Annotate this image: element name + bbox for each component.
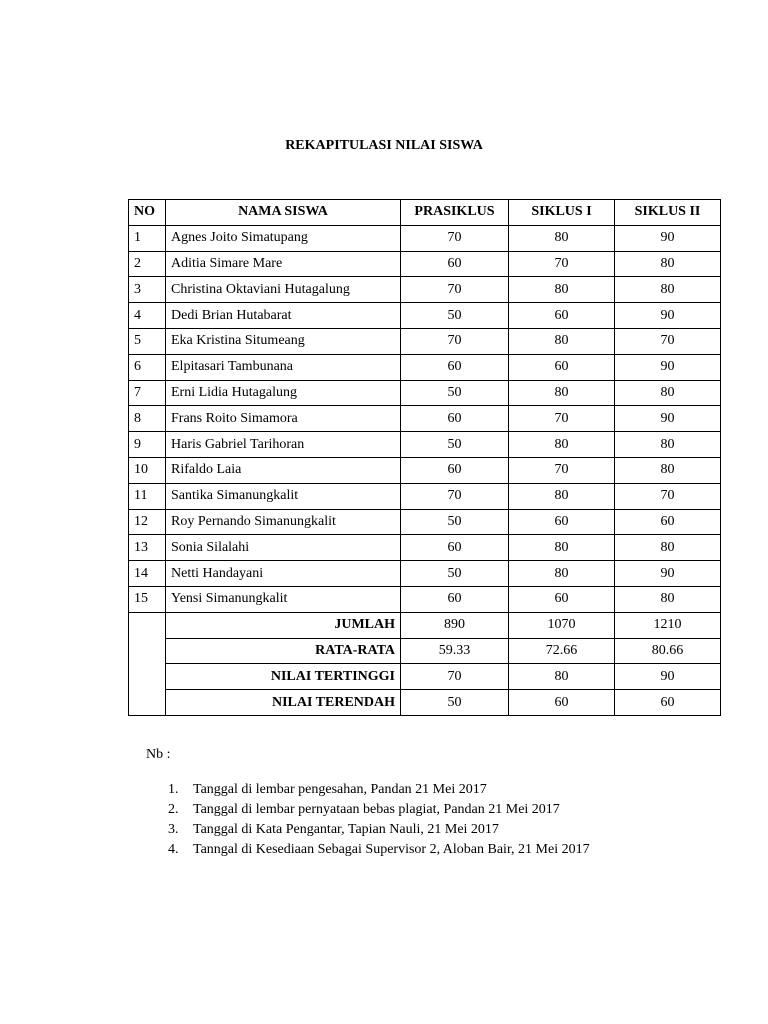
cell-siklus2: 80 [615,277,721,303]
note-text: Tanngal di Kesediaan Sebagai Supervisor 2, Aloban Bair, 21 Mei 2017 [193,842,590,857]
cell-siklus1: 80 [509,561,615,587]
cell-name: Frans Roito Simamora [166,406,401,432]
cell-siklus1: 80 [509,483,615,509]
cell-siklus2: 80 [615,380,721,406]
header-siklus1: SIKLUS I [509,200,615,226]
cell-siklus2: 80 [615,586,721,612]
cell-name: Rifaldo Laia [166,457,401,483]
cell-no: 9 [129,432,166,458]
summary-siklus2: 80.66 [615,638,721,664]
cell-prasiklus: 70 [401,277,509,303]
note-number: 1. [168,782,179,797]
cell-prasiklus: 60 [401,457,509,483]
note-item [168,820,590,840]
cell-prasiklus: 50 [401,561,509,587]
cell-siklus2: 70 [615,328,721,354]
note-text: Tanggal di lembar pengesahan, Pandan 21 Mei 2017 [193,782,487,797]
table-row [129,483,721,509]
summary-row [129,690,721,716]
cell-prasiklus: 60 [401,406,509,432]
summary-row [129,664,721,690]
table-row [129,586,721,612]
note-number: 3. [168,822,179,837]
cell-siklus1: 60 [509,354,615,380]
cell-siklus1: 80 [509,328,615,354]
cell-name: Agnes Joito Simatupang [166,225,401,251]
cell-name: Netti Handayani [166,561,401,587]
cell-prasiklus: 60 [401,354,509,380]
notes-label: Nb : [146,747,171,762]
cell-no: 12 [129,509,166,535]
cell-no: 10 [129,457,166,483]
cell-prasiklus: 50 [401,303,509,329]
cell-prasiklus: 60 [401,251,509,277]
summary-prasiklus: 50 [401,690,509,716]
header-siklus2: SIKLUS II [615,200,721,226]
cell-no: 8 [129,406,166,432]
cell-name: Elpitasari Tambunana [166,354,401,380]
summary-label: RATA-RATA [166,638,401,664]
cell-prasiklus: 70 [401,483,509,509]
cell-siklus2: 90 [615,561,721,587]
cell-siklus1: 70 [509,251,615,277]
summary-label: NILAI TERTINGGI [166,664,401,690]
cell-prasiklus: 60 [401,586,509,612]
table-row [129,380,721,406]
summary-siklus2: 1210 [615,612,721,638]
summary-siklus2: 90 [615,664,721,690]
cell-name: Haris Gabriel Tarihoran [166,432,401,458]
cell-siklus2: 80 [615,457,721,483]
cell-name: Yensi Simanungkalit [166,586,401,612]
table-row [129,225,721,251]
note-item [168,780,590,800]
header-name: NAMA SISWA [166,200,401,226]
cell-siklus2: 80 [615,251,721,277]
note-item [168,800,590,820]
cell-siklus1: 60 [509,586,615,612]
cell-siklus1: 80 [509,277,615,303]
cell-no: 6 [129,354,166,380]
summary-prasiklus: 59.33 [401,638,509,664]
cell-siklus1: 80 [509,535,615,561]
cell-siklus2: 90 [615,354,721,380]
cell-prasiklus: 50 [401,380,509,406]
cell-no: 5 [129,328,166,354]
cell-siklus2: 90 [615,225,721,251]
cell-no: 14 [129,561,166,587]
cell-siklus1: 60 [509,509,615,535]
summary-prasiklus: 890 [401,612,509,638]
summary-siklus1: 72.66 [509,638,615,664]
cell-prasiklus: 50 [401,509,509,535]
cell-siklus2: 90 [615,406,721,432]
header-no: NO [129,200,166,226]
cell-siklus1: 80 [509,380,615,406]
cell-name: Aditia Simare Mare [166,251,401,277]
cell-name: Dedi Brian Hutabarat [166,303,401,329]
summary-siklus1: 60 [509,690,615,716]
cell-siklus1: 70 [509,457,615,483]
document-title: REKAPITULASI NILAI SISWA [285,138,483,153]
cell-no: 4 [129,303,166,329]
table-row [129,406,721,432]
table-row [129,432,721,458]
cell-siklus2: 80 [615,432,721,458]
cell-name: Eka Kristina Situmeang [166,328,401,354]
cell-name: Santika Simanungkalit [166,483,401,509]
cell-siklus2: 80 [615,535,721,561]
cell-no: 15 [129,586,166,612]
note-item [168,840,590,860]
cell-siklus1: 80 [509,225,615,251]
cell-no: 3 [129,277,166,303]
note-text: Tanggal di Kata Pengantar, Tapian Nauli, 21 Mei 2017 [193,822,499,837]
cell-prasiklus: 70 [401,328,509,354]
cell-name: Roy Pernando Simanungkalit [166,509,401,535]
cell-siklus1: 80 [509,432,615,458]
summary-prasiklus: 70 [401,664,509,690]
grades-table [128,199,721,716]
summary-row [129,612,721,638]
table-row [129,457,721,483]
note-number: 4. [168,842,179,857]
cell-no: 7 [129,380,166,406]
cell-no: 11 [129,483,166,509]
summary-row [129,638,721,664]
table-row [129,561,721,587]
table-row [129,277,721,303]
cell-siklus2: 90 [615,303,721,329]
notes-list [168,780,590,860]
summary-label: JUMLAH [166,612,401,638]
cell-name: Christina Oktaviani Hutagalung [166,277,401,303]
table-row [129,354,721,380]
summary-siklus2: 60 [615,690,721,716]
summary-label: NILAI TERENDAH [166,690,401,716]
note-text: Tanggal di lembar pernyataan bebas plagiat, Pandan 21 Mei 2017 [193,802,560,817]
cell-prasiklus: 60 [401,535,509,561]
header-prasiklus: PRASIKLUS [401,200,509,226]
table-row [129,328,721,354]
cell-siklus1: 70 [509,406,615,432]
table-row [129,303,721,329]
summary-siklus1: 80 [509,664,615,690]
cell-siklus1: 60 [509,303,615,329]
cell-no: 13 [129,535,166,561]
cell-name: Sonia Silalahi [166,535,401,561]
cell-siklus2: 60 [615,509,721,535]
note-number: 2. [168,802,179,817]
summary-siklus1: 1070 [509,612,615,638]
cell-name: Erni Lidia Hutagalung [166,380,401,406]
table-row [129,251,721,277]
cell-no: 1 [129,225,166,251]
table-row [129,509,721,535]
table-header-row [129,200,721,226]
cell-prasiklus: 70 [401,225,509,251]
cell-siklus2: 70 [615,483,721,509]
cell-no: 2 [129,251,166,277]
summary-blank-cell [129,612,166,715]
table-row [129,535,721,561]
cell-prasiklus: 50 [401,432,509,458]
